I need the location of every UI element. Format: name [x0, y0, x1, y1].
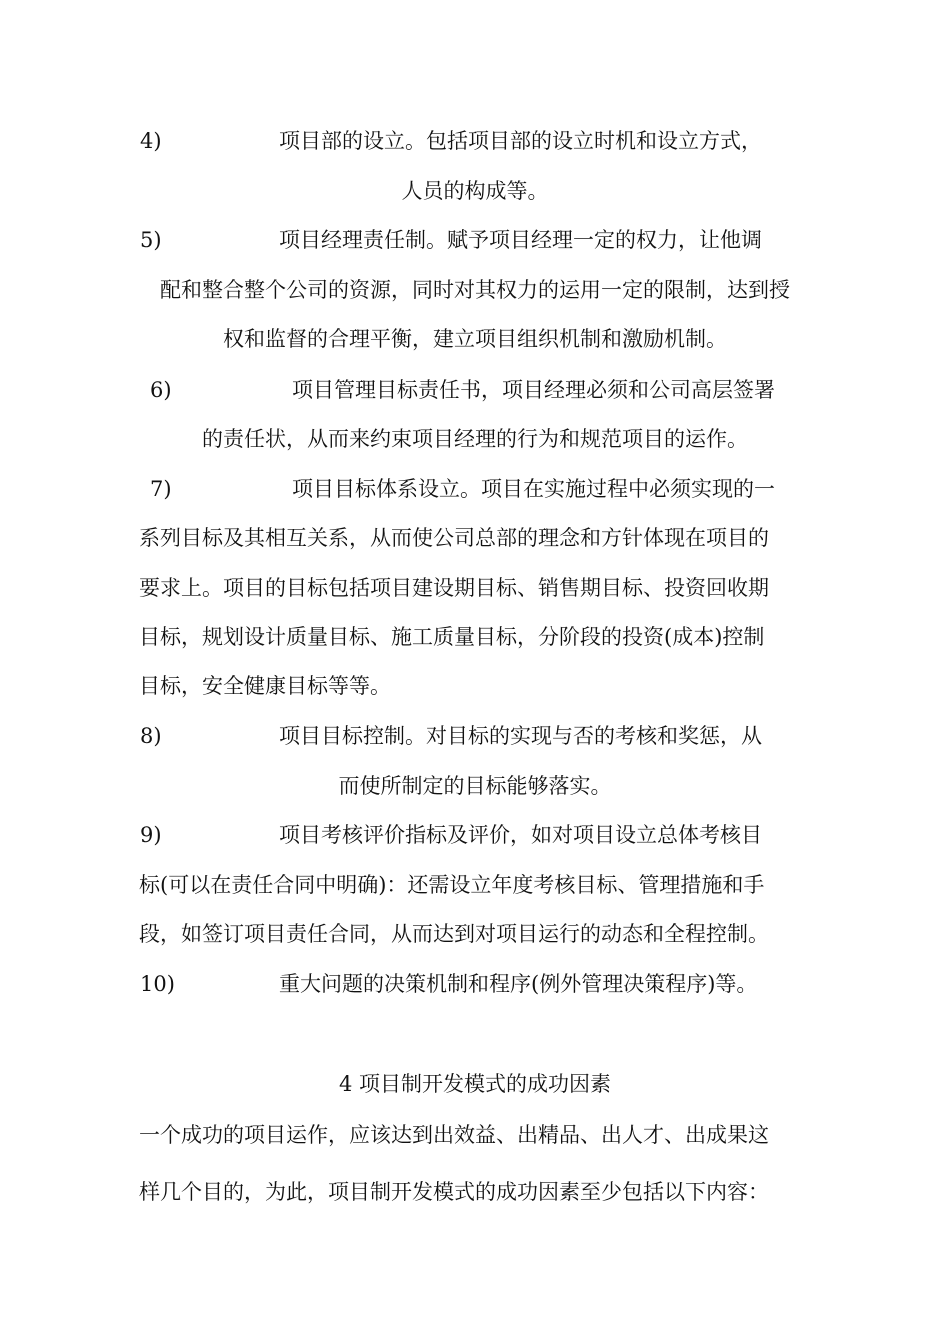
item-9-continuation-1: 标(可以在责任合同中明确)：还需设立年度考核目标、管理措施和手: [139, 873, 765, 897]
item-4-number: 4): [140, 129, 162, 153]
item-7-number: 7): [150, 477, 172, 501]
item-8-continuation-1: 而使所制定的目标能够落实。: [338, 774, 612, 798]
item-9-text: 项目考核评价指标及评价，如对项目设立总体考核目: [279, 823, 762, 847]
item-7-continuation-2: 要求上。项目的目标包括项目建设期目标、销售期目标、投资回收期: [139, 576, 769, 600]
section-paragraph-line-2: 样几个目的，为此，项目制开发模式的成功因素至少包括以下内容：: [139, 1180, 769, 1204]
item-6-text: 项目管理目标责任书，项目经理必须和公司高层签署: [292, 378, 775, 402]
item-7-continuation-1: 系列目标及其相互关系，从而使公司总部的理念和方针体现在项目的: [139, 526, 769, 550]
item-10-number: 10): [140, 972, 175, 996]
item-5-number: 5): [140, 228, 162, 252]
section-heading: 4 项目制开发模式的成功因素: [338, 1072, 612, 1096]
item-5-continuation-2: 权和监督的合理平衡，建立项目组织机制和激励机制。: [223, 327, 727, 351]
item-9-continuation-2: 段，如签订项目责任合同，从而达到对项目运行的动态和全程控制。: [139, 922, 769, 946]
item-8-text: 项目目标控制。对目标的实现与否的考核和奖惩，从: [279, 724, 762, 748]
item-4-continuation-1: 人员的构成等。: [401, 179, 549, 203]
section-paragraph-line-1: 一个成功的项目运作，应该达到出效益、出精品、出人才、出成果这: [139, 1123, 769, 1147]
item-7-continuation-4: 目标，安全健康目标等等。: [139, 674, 391, 698]
item-7-text: 项目目标体系设立。项目在实施过程中必须实现的一: [292, 477, 775, 501]
item-6-continuation-1: 的责任状，从而来约束项目经理的行为和规范项目的运作。: [202, 427, 748, 451]
item-7-continuation-3: 目标，规划设计质量目标、施工质量目标，分阶段的投资(成本)控制: [139, 625, 765, 649]
item-4-text: 项目部的设立。包括项目部的设立时机和设立方式，: [279, 129, 762, 153]
item-5-text: 项目经理责任制。赋予项目经理一定的权力，让他调: [279, 228, 762, 252]
item-6-number: 6): [150, 378, 172, 402]
item-5-continuation-1: 配和整合整个公司的资源，同时对其权力的运用一定的限制，达到授: [160, 278, 790, 302]
item-10-text: 重大问题的决策机制和程序(例外管理决策程序)等。: [279, 972, 758, 996]
item-9-number: 9): [140, 823, 162, 847]
item-8-number: 8): [140, 724, 162, 748]
